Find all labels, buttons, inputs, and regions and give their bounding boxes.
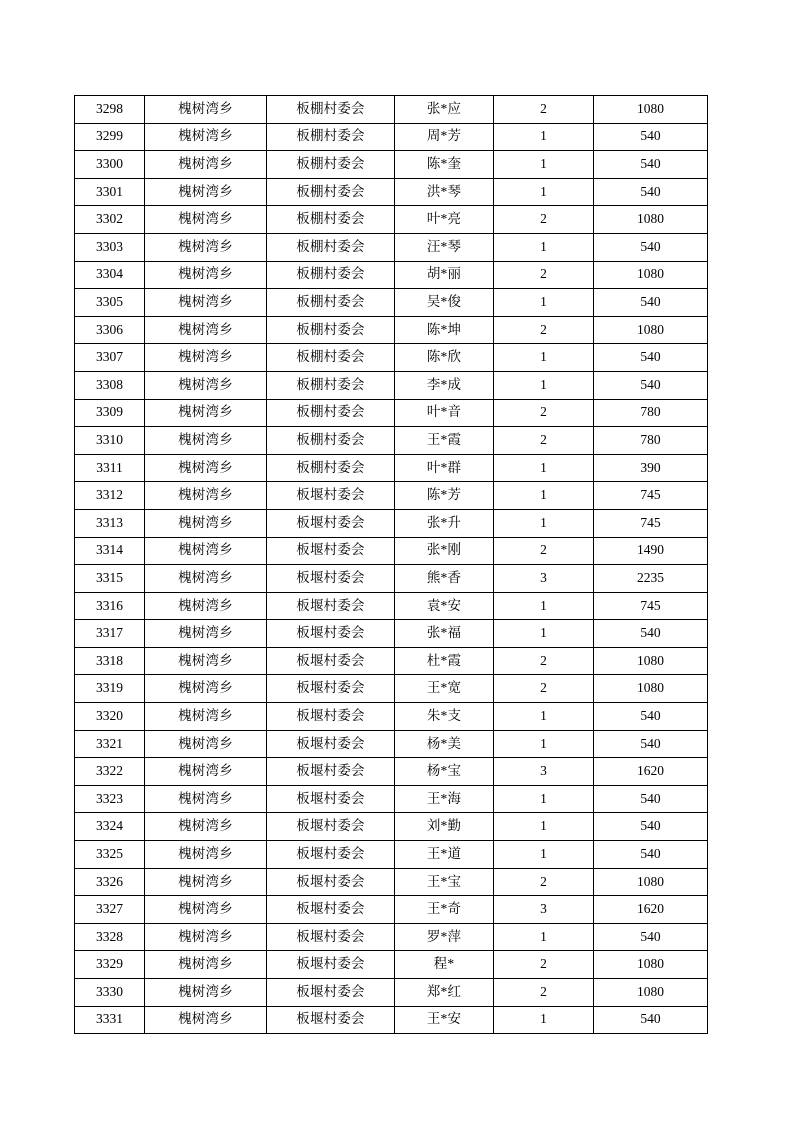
table-cell: 2 <box>494 96 594 124</box>
table-cell: 袁*安 <box>395 592 494 620</box>
table-cell: 板堰村委会 <box>267 482 395 510</box>
table-cell: 槐树湾乡 <box>145 923 267 951</box>
table-cell: 540 <box>594 289 708 317</box>
table-cell: 3313 <box>75 509 145 537</box>
table-cell: 3324 <box>75 813 145 841</box>
table-cell: 2 <box>494 261 594 289</box>
table-cell: 540 <box>594 123 708 151</box>
table-cell: 745 <box>594 509 708 537</box>
table-cell: 板堰村委会 <box>267 509 395 537</box>
table-cell: 吴*俊 <box>395 289 494 317</box>
table-cell: 2 <box>494 868 594 896</box>
table-cell: 板堰村委会 <box>267 730 395 758</box>
table-cell: 张*升 <box>395 509 494 537</box>
table-cell: 390 <box>594 454 708 482</box>
table-cell: 2 <box>494 951 594 979</box>
table-cell: 槐树湾乡 <box>145 289 267 317</box>
table-row <box>75 454 708 482</box>
table-cell: 程* <box>395 951 494 979</box>
table-cell: 朱*支 <box>395 703 494 731</box>
table-cell: 1 <box>494 592 594 620</box>
table-row <box>75 951 708 979</box>
table-cell: 板棚村委会 <box>267 96 395 124</box>
table-cell: 1 <box>494 371 594 399</box>
table-cell: 540 <box>594 730 708 758</box>
table-row <box>75 233 708 261</box>
table-cell: 540 <box>594 178 708 206</box>
table-cell: 洪*琴 <box>395 178 494 206</box>
table-cell: 1490 <box>594 537 708 565</box>
table-cell: 槐树湾乡 <box>145 703 267 731</box>
table-cell: 板堰村委会 <box>267 537 395 565</box>
table-cell: 板堰村委会 <box>267 979 395 1007</box>
table-cell: 槐树湾乡 <box>145 868 267 896</box>
table-cell: 1 <box>494 123 594 151</box>
table-cell: 1080 <box>594 647 708 675</box>
table-cell: 3322 <box>75 758 145 786</box>
table-cell: 1080 <box>594 96 708 124</box>
table-cell: 槐树湾乡 <box>145 758 267 786</box>
table-cell: 板堰村委会 <box>267 647 395 675</box>
table-cell: 板棚村委会 <box>267 178 395 206</box>
table-cell: 板棚村委会 <box>267 427 395 455</box>
table-cell: 3303 <box>75 233 145 261</box>
table-cell: 叶*亮 <box>395 206 494 234</box>
table-row <box>75 730 708 758</box>
table-cell: 1 <box>494 233 594 261</box>
table-cell: 王*宝 <box>395 868 494 896</box>
table-cell: 1 <box>494 1006 594 1034</box>
table-cell: 1 <box>494 482 594 510</box>
table-cell: 3323 <box>75 785 145 813</box>
table-cell: 3319 <box>75 675 145 703</box>
table-cell: 板棚村委会 <box>267 261 395 289</box>
table-cell: 槐树湾乡 <box>145 316 267 344</box>
table-cell: 刘*勤 <box>395 813 494 841</box>
table-cell: 槐树湾乡 <box>145 896 267 924</box>
table-row <box>75 868 708 896</box>
table-cell: 3300 <box>75 151 145 179</box>
table-row <box>75 206 708 234</box>
table-cell: 槐树湾乡 <box>145 482 267 510</box>
table-cell: 3327 <box>75 896 145 924</box>
table-cell: 罗*萍 <box>395 923 494 951</box>
table-row <box>75 785 708 813</box>
table-cell: 板堰村委会 <box>267 592 395 620</box>
table-cell: 2 <box>494 647 594 675</box>
table-cell: 板堰村委会 <box>267 785 395 813</box>
table-row <box>75 261 708 289</box>
table-cell: 张*应 <box>395 96 494 124</box>
table-cell: 板棚村委会 <box>267 206 395 234</box>
table-cell: 3 <box>494 565 594 593</box>
table-cell: 板棚村委会 <box>267 371 395 399</box>
table-cell: 3329 <box>75 951 145 979</box>
table-cell: 1080 <box>594 261 708 289</box>
table-cell: 2 <box>494 427 594 455</box>
table-row <box>75 592 708 620</box>
table-cell: 2 <box>494 537 594 565</box>
table-cell: 周*芳 <box>395 123 494 151</box>
table-cell: 540 <box>594 620 708 648</box>
table-row <box>75 703 708 731</box>
table-cell: 板堰村委会 <box>267 675 395 703</box>
table-cell: 3307 <box>75 344 145 372</box>
table-cell: 槐树湾乡 <box>145 178 267 206</box>
table-row <box>75 923 708 951</box>
table-cell: 张*刚 <box>395 537 494 565</box>
table-cell: 3308 <box>75 371 145 399</box>
table-cell: 3310 <box>75 427 145 455</box>
table-row <box>75 1006 708 1034</box>
table-cell: 1620 <box>594 758 708 786</box>
table-cell: 槐树湾乡 <box>145 123 267 151</box>
table-cell: 槐树湾乡 <box>145 261 267 289</box>
table-cell: 540 <box>594 151 708 179</box>
table-row <box>75 813 708 841</box>
table-cell: 槐树湾乡 <box>145 399 267 427</box>
table-cell: 3 <box>494 758 594 786</box>
table-row <box>75 123 708 151</box>
table-cell: 1 <box>494 730 594 758</box>
table-cell: 槐树湾乡 <box>145 344 267 372</box>
table-row <box>75 96 708 124</box>
table-cell: 槐树湾乡 <box>145 565 267 593</box>
table-cell: 1 <box>494 923 594 951</box>
table-cell: 1 <box>494 703 594 731</box>
table-cell: 板堰村委会 <box>267 703 395 731</box>
table-cell: 3316 <box>75 592 145 620</box>
table-cell: 槐树湾乡 <box>145 427 267 455</box>
table-cell: 540 <box>594 703 708 731</box>
table-cell: 540 <box>594 344 708 372</box>
table-row <box>75 758 708 786</box>
table-row <box>75 289 708 317</box>
table-cell: 槐树湾乡 <box>145 454 267 482</box>
table-cell: 2 <box>494 206 594 234</box>
table-cell: 1620 <box>594 896 708 924</box>
table-row <box>75 151 708 179</box>
table-cell: 板堰村委会 <box>267 868 395 896</box>
table-row <box>75 537 708 565</box>
table-cell: 780 <box>594 427 708 455</box>
table-cell: 2 <box>494 399 594 427</box>
table-cell: 杨*宝 <box>395 758 494 786</box>
table-cell: 板棚村委会 <box>267 151 395 179</box>
table-row <box>75 841 708 869</box>
data-table-wrapper <box>74 95 707 1034</box>
table-cell: 1 <box>494 344 594 372</box>
table-cell: 540 <box>594 841 708 869</box>
table-cell: 3325 <box>75 841 145 869</box>
table-cell: 540 <box>594 371 708 399</box>
table-cell: 3302 <box>75 206 145 234</box>
table-cell: 郑*红 <box>395 979 494 1007</box>
table-cell: 3314 <box>75 537 145 565</box>
table-cell: 叶*群 <box>395 454 494 482</box>
table-row <box>75 178 708 206</box>
table-cell: 3321 <box>75 730 145 758</box>
table-cell: 板堰村委会 <box>267 565 395 593</box>
table-cell: 板堰村委会 <box>267 620 395 648</box>
table-cell: 槐树湾乡 <box>145 537 267 565</box>
table-cell: 3330 <box>75 979 145 1007</box>
table-cell: 1 <box>494 785 594 813</box>
table-cell: 板棚村委会 <box>267 454 395 482</box>
table-cell: 张*福 <box>395 620 494 648</box>
table-cell: 1080 <box>594 206 708 234</box>
table-cell: 王*安 <box>395 1006 494 1034</box>
table-cell: 1080 <box>594 675 708 703</box>
table-cell: 1 <box>494 620 594 648</box>
table-cell: 1 <box>494 813 594 841</box>
table-cell: 540 <box>594 923 708 951</box>
beneficiary-table <box>74 95 708 1034</box>
table-cell: 板棚村委会 <box>267 233 395 261</box>
table-cell: 板堰村委会 <box>267 923 395 951</box>
table-cell: 540 <box>594 813 708 841</box>
table-row <box>75 482 708 510</box>
table-cell: 槐树湾乡 <box>145 96 267 124</box>
table-cell: 板堰村委会 <box>267 896 395 924</box>
table-cell: 3311 <box>75 454 145 482</box>
table-cell: 板堰村委会 <box>267 1006 395 1034</box>
table-cell: 2 <box>494 675 594 703</box>
table-cell: 王*海 <box>395 785 494 813</box>
table-cell: 1 <box>494 151 594 179</box>
table-cell: 王*霞 <box>395 427 494 455</box>
table-cell: 3315 <box>75 565 145 593</box>
table-cell: 3328 <box>75 923 145 951</box>
table-cell: 745 <box>594 482 708 510</box>
table-cell: 陈*坤 <box>395 316 494 344</box>
table-cell: 杜*霞 <box>395 647 494 675</box>
table-cell: 槐树湾乡 <box>145 233 267 261</box>
table-cell: 2235 <box>594 565 708 593</box>
table-cell: 槐树湾乡 <box>145 620 267 648</box>
table-cell: 540 <box>594 1006 708 1034</box>
table-cell: 板棚村委会 <box>267 316 395 344</box>
table-cell: 1080 <box>594 979 708 1007</box>
table-cell: 3312 <box>75 482 145 510</box>
table-cell: 1 <box>494 509 594 537</box>
table-cell: 槐树湾乡 <box>145 979 267 1007</box>
table-cell: 3318 <box>75 647 145 675</box>
table-cell: 1 <box>494 841 594 869</box>
table-cell: 1 <box>494 454 594 482</box>
table-cell: 槐树湾乡 <box>145 1006 267 1034</box>
table-cell: 1080 <box>594 951 708 979</box>
table-cell: 3 <box>494 896 594 924</box>
table-cell: 陈*芳 <box>395 482 494 510</box>
table-cell: 板棚村委会 <box>267 344 395 372</box>
table-cell: 汪*琴 <box>395 233 494 261</box>
table-cell: 1 <box>494 178 594 206</box>
table-cell: 板堰村委会 <box>267 758 395 786</box>
table-cell: 王*宽 <box>395 675 494 703</box>
table-cell: 槐树湾乡 <box>145 371 267 399</box>
table-row <box>75 979 708 1007</box>
table-row <box>75 620 708 648</box>
table-cell: 槐树湾乡 <box>145 647 267 675</box>
table-cell: 槐树湾乡 <box>145 951 267 979</box>
table-row <box>75 427 708 455</box>
table-cell: 槐树湾乡 <box>145 509 267 537</box>
table-cell: 槐树湾乡 <box>145 785 267 813</box>
table-cell: 3301 <box>75 178 145 206</box>
table-cell: 3320 <box>75 703 145 731</box>
table-cell: 王*道 <box>395 841 494 869</box>
table-cell: 陈*欣 <box>395 344 494 372</box>
table-cell: 745 <box>594 592 708 620</box>
table-cell: 李*成 <box>395 371 494 399</box>
table-row <box>75 509 708 537</box>
table-row <box>75 371 708 399</box>
table-cell: 板堰村委会 <box>267 841 395 869</box>
table-cell: 3317 <box>75 620 145 648</box>
table-cell: 杨*美 <box>395 730 494 758</box>
table-row <box>75 896 708 924</box>
table-cell: 槐树湾乡 <box>145 675 267 703</box>
table-cell: 熊*香 <box>395 565 494 593</box>
table-cell: 槐树湾乡 <box>145 206 267 234</box>
table-cell: 槐树湾乡 <box>145 730 267 758</box>
table-cell: 1080 <box>594 868 708 896</box>
table-cell: 3309 <box>75 399 145 427</box>
table-cell: 叶*音 <box>395 399 494 427</box>
table-cell: 板棚村委会 <box>267 123 395 151</box>
table-cell: 3331 <box>75 1006 145 1034</box>
table-cell: 3304 <box>75 261 145 289</box>
table-row <box>75 647 708 675</box>
table-cell: 板棚村委会 <box>267 289 395 317</box>
table-cell: 3306 <box>75 316 145 344</box>
table-cell: 王*奇 <box>395 896 494 924</box>
table-row <box>75 565 708 593</box>
table-cell: 3299 <box>75 123 145 151</box>
table-cell: 780 <box>594 399 708 427</box>
table-cell: 3298 <box>75 96 145 124</box>
table-cell: 540 <box>594 785 708 813</box>
table-cell: 陈*奎 <box>395 151 494 179</box>
table-row <box>75 675 708 703</box>
table-row <box>75 344 708 372</box>
table-cell: 槐树湾乡 <box>145 151 267 179</box>
table-cell: 2 <box>494 979 594 1007</box>
table-row <box>75 316 708 344</box>
table-cell: 板堰村委会 <box>267 951 395 979</box>
table-cell: 板棚村委会 <box>267 399 395 427</box>
table-cell: 板堰村委会 <box>267 813 395 841</box>
table-cell: 胡*丽 <box>395 261 494 289</box>
table-cell: 540 <box>594 233 708 261</box>
table-cell: 槐树湾乡 <box>145 813 267 841</box>
table-cell: 1080 <box>594 316 708 344</box>
table-cell: 3305 <box>75 289 145 317</box>
table-row <box>75 399 708 427</box>
table-cell: 3326 <box>75 868 145 896</box>
table-cell: 槐树湾乡 <box>145 592 267 620</box>
table-cell: 槐树湾乡 <box>145 841 267 869</box>
table-body <box>75 96 708 1034</box>
table-cell: 2 <box>494 316 594 344</box>
table-cell: 1 <box>494 289 594 317</box>
